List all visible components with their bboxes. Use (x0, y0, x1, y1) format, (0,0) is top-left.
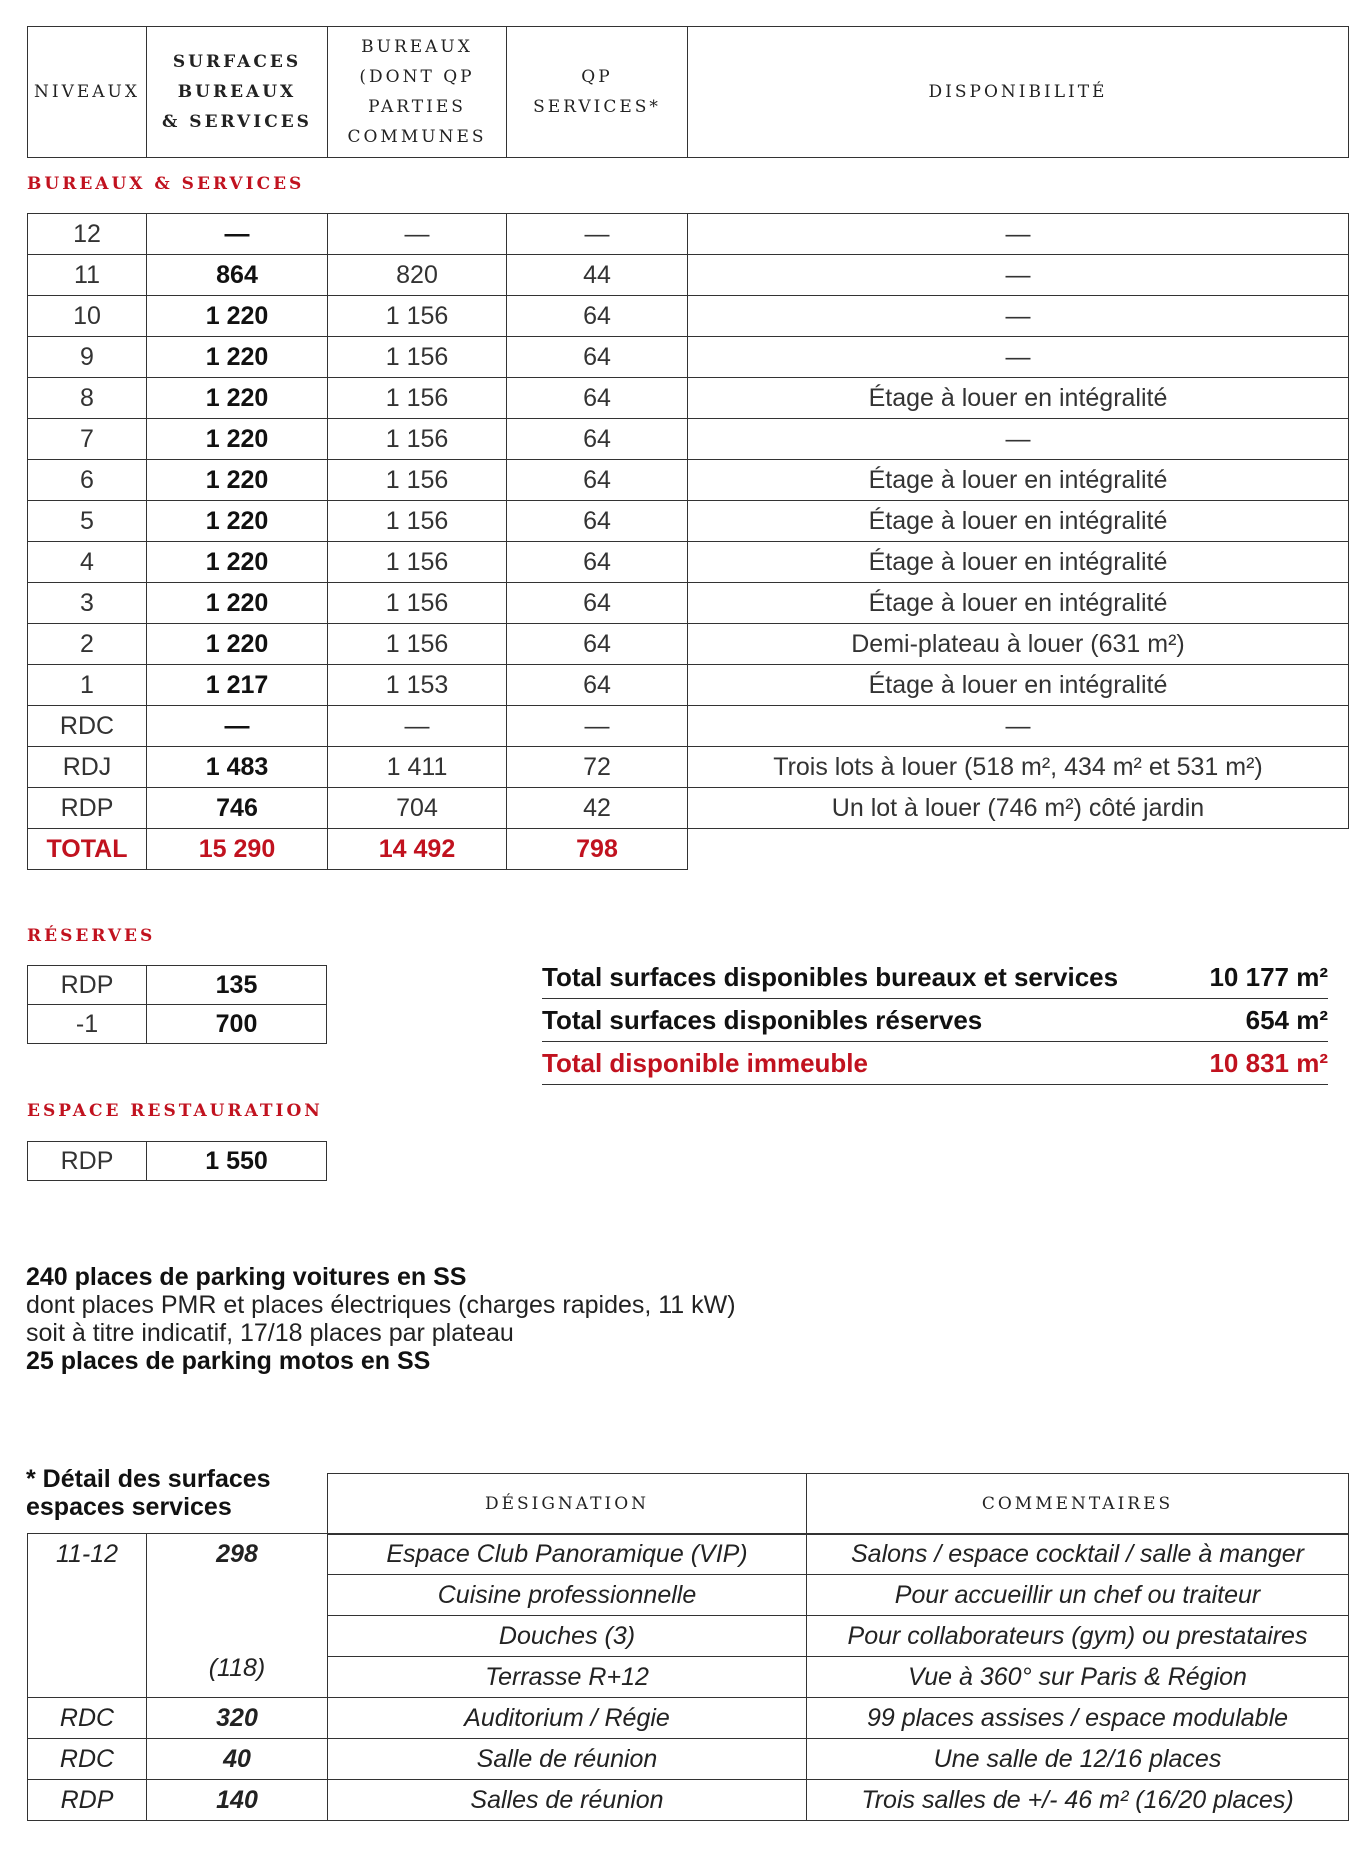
cell-surface: 1 220 (147, 296, 328, 337)
cell-qp: 64 (507, 583, 688, 624)
cell-qp: 64 (507, 501, 688, 542)
cell-qp: 72 (507, 747, 688, 788)
cell-surface: 746 (147, 788, 328, 829)
summary-row (542, 1042, 1328, 1085)
total-qp: 798 (507, 829, 688, 870)
cell-bureaux: 1 156 (328, 542, 507, 583)
cell-niveau: RDP (28, 788, 147, 829)
table-row (28, 419, 1349, 460)
summary-row (542, 956, 1328, 999)
cell-surface: 1 217 (147, 665, 328, 706)
cell-surface: 1 220 (147, 501, 328, 542)
table-row (28, 1698, 1349, 1739)
table-row (28, 1142, 327, 1181)
cell-qp: 64 (507, 542, 688, 583)
cell-disponibilite: — (688, 214, 1349, 255)
summary-value: 654 m² (1245, 1004, 1328, 1035)
total-label: TOTAL (28, 829, 147, 870)
detail-value-group1 (147, 1534, 328, 1698)
cell-qp: — (507, 706, 688, 747)
cell-bureaux: 704 (328, 788, 507, 829)
cell-niveau: 4 (28, 542, 147, 583)
cell-disponibilite: Un lot à louer (746 m²) côté jardin (688, 788, 1349, 829)
detail-commentaire: Salons / espace cocktail / salle à manger (807, 1534, 1349, 1575)
detail-col-designation: DÉSIGNATION (328, 1474, 807, 1535)
header-surfaces-l3: & SERVICES (162, 112, 312, 132)
table-row (28, 337, 1349, 378)
restauration-table (27, 1141, 327, 1181)
cell-qp: 64 (507, 419, 688, 460)
cell-niveau: 10 (28, 296, 147, 337)
detail-table (27, 1533, 1349, 1821)
cell-surface: 1 220 (147, 624, 328, 665)
reserves-table (27, 965, 327, 1044)
cell-qp: 64 (507, 460, 688, 501)
detail-title-l1: * Détail des surfaces (26, 1465, 271, 1493)
cell-qp: 64 (507, 665, 688, 706)
summary-value: 10 177 m² (1209, 961, 1328, 992)
cell-bureaux: 1 156 (328, 419, 507, 460)
detail-value: 320 (147, 1698, 328, 1739)
header-niveaux: NIVEAUX (28, 27, 147, 158)
table-row (28, 214, 1349, 255)
cell-niveau: 9 (28, 337, 147, 378)
cell-disponibilite: Étage à louer en intégralité (688, 665, 1349, 706)
cell-bureaux: 1 153 (328, 665, 507, 706)
table-row (28, 747, 1349, 788)
cell-disponibilite: — (688, 337, 1349, 378)
table-row (28, 542, 1349, 583)
cell-qp: — (507, 214, 688, 255)
detail-commentaire: Trois salles de +/- 46 m² (16/20 places) (807, 1780, 1349, 1821)
cell-niveau: RDP (28, 966, 147, 1005)
header-surfaces (147, 27, 328, 158)
cell-disponibilite: — (688, 706, 1349, 747)
header-qp-l1: QP (581, 67, 613, 87)
summary-block (542, 956, 1328, 1085)
cell-bureaux: 1 156 (328, 378, 507, 419)
detail-designation: Salle de réunion (328, 1739, 807, 1780)
cell-niveau: 11 (28, 255, 147, 296)
table-row (28, 1005, 327, 1044)
detail-commentaire: 99 places assises / espace modulable (807, 1698, 1349, 1739)
table-row (28, 583, 1349, 624)
cell-value: 1 550 (147, 1142, 327, 1181)
cell-disponibilite: Étage à louer en intégralité (688, 542, 1349, 583)
detail-designation: Auditorium / Régie (328, 1698, 807, 1739)
cell-niveau: 5 (28, 501, 147, 542)
cell-value: 700 (147, 1005, 327, 1044)
cell-surface: 1 220 (147, 378, 328, 419)
parking-line-2: dont places PMR et places électriques (charges rapides, 11 kW) (26, 1291, 736, 1319)
cell-surface: 1 483 (147, 747, 328, 788)
table-row (28, 501, 1349, 542)
cell-niveau: 8 (28, 378, 147, 419)
cell-qp: 64 (507, 296, 688, 337)
cell-surface: — (147, 706, 328, 747)
parking-line-1: 240 places de parking voitures en SS (26, 1263, 467, 1291)
summary-label: Total surfaces disponibles bureaux et services (542, 961, 1119, 992)
total-bureaux: 14 492 (328, 829, 507, 870)
section-title-reserves: RÉSERVES (27, 926, 156, 946)
detail-designation: Espace Club Panoramique (VIP) (328, 1534, 807, 1575)
header-bureaux-l3: PARTIES (368, 97, 466, 117)
cell-bureaux: 1 156 (328, 460, 507, 501)
cell-niveau: 1 (28, 665, 147, 706)
summary-row (542, 999, 1328, 1042)
cell-qp: 44 (507, 255, 688, 296)
detail-designation: Terrasse R+12 (328, 1657, 807, 1698)
detail-commentaire: Pour collaborateurs (gym) ou prestataires (807, 1616, 1349, 1657)
cell-bureaux: — (328, 214, 507, 255)
header-bureaux-l4: COMMUNES (347, 127, 487, 147)
summary-label: Total disponible immeuble (542, 1047, 868, 1078)
cell-niveau: 7 (28, 419, 147, 460)
cell-surface: 1 220 (147, 542, 328, 583)
cell-bureaux: 1 156 (328, 624, 507, 665)
header-bureaux-l2: (DONT QP (359, 67, 475, 87)
section-title-restauration: ESPACE RESTAURATION (27, 1101, 323, 1121)
detail-header-table (327, 1473, 1349, 1535)
detail-title (26, 1465, 271, 1521)
header-table (27, 26, 1349, 158)
cell-niveau: RDP (28, 1142, 147, 1181)
detail-col-commentaires: COMMENTAIRES (807, 1474, 1349, 1535)
cell-bureaux: — (328, 706, 507, 747)
cell-disponibilite: Trois lots à louer (518 m², 434 m² et 531 m²) (688, 747, 1349, 788)
header-qp (507, 27, 688, 158)
cell-disponibilite: — (688, 419, 1349, 460)
cell-niveau: RDC (28, 706, 147, 747)
detail-designation: Salles de réunion (328, 1780, 807, 1821)
table-row (28, 966, 327, 1005)
cell-niveau: -1 (28, 1005, 147, 1044)
cell-disponibilite: — (688, 296, 1349, 337)
cell-bureaux: 1 411 (328, 747, 507, 788)
cell-bureaux: 1 156 (328, 337, 507, 378)
section-title-bureaux: BUREAUX & SERVICES (27, 174, 305, 194)
detail-value: 140 (147, 1780, 328, 1821)
table-row (28, 706, 1349, 747)
header-disponibilite: DISPONIBILITÉ (688, 27, 1349, 158)
cell-qp: 64 (507, 378, 688, 419)
detail-niveau: RDC (28, 1698, 147, 1739)
detail-niveau: RDP (28, 1780, 147, 1821)
detail-value-298: 298 (216, 1540, 258, 1568)
header-surfaces-l2: BUREAUX (177, 82, 297, 102)
cell-disponibilite: Étage à louer en intégralité (688, 501, 1349, 542)
bureaux-table (27, 213, 1349, 870)
cell-bureaux: 1 156 (328, 296, 507, 337)
cell-qp: 42 (507, 788, 688, 829)
cell-bureaux: 820 (328, 255, 507, 296)
cell-disponibilite: Étage à louer en intégralité (688, 378, 1349, 419)
cell-niveau: 12 (28, 214, 147, 255)
cell-disponibilite: Étage à louer en intégralité (688, 583, 1349, 624)
header-qp-l2: SERVICES* (533, 97, 661, 117)
detail-designation: Cuisine professionnelle (328, 1575, 807, 1616)
cell-qp: 64 (507, 624, 688, 665)
parking-info (26, 1263, 736, 1375)
summary-label: Total surfaces disponibles réserves (542, 1004, 983, 1035)
cell-surface: 864 (147, 255, 328, 296)
table-row (28, 255, 1349, 296)
cell-value: 135 (147, 966, 327, 1005)
header-surfaces-l1: SURFACES (172, 52, 302, 72)
cell-niveau: 3 (28, 583, 147, 624)
cell-qp: 64 (507, 337, 688, 378)
table-row (28, 460, 1349, 501)
header-bureaux (328, 27, 507, 158)
cell-surface: — (147, 214, 328, 255)
detail-commentaire: Pour accueillir un chef ou traiteur (807, 1575, 1349, 1616)
cell-surface: 1 220 (147, 337, 328, 378)
cell-disponibilite: Demi-plateau à louer (631 m²) (688, 624, 1349, 665)
table-row (28, 378, 1349, 419)
detail-niveau: RDC (28, 1739, 147, 1780)
cell-disponibilite: Étage à louer en intégralité (688, 460, 1349, 501)
parking-line-3: soit à titre indicatif, 17/18 places par plateau (26, 1319, 514, 1347)
cell-disponibilite: — (688, 255, 1349, 296)
detail-title-l2: espaces services (26, 1493, 232, 1521)
total-empty (688, 829, 1349, 870)
cell-surface: 1 220 (147, 419, 328, 460)
detail-niveau-11-12: 11-12 (28, 1534, 147, 1698)
summary-value: 10 831 m² (1209, 1047, 1328, 1078)
table-row (28, 788, 1349, 829)
cell-niveau: 6 (28, 460, 147, 501)
detail-value-118: (118) (208, 1654, 266, 1682)
detail-commentaire: Une salle de 12/16 places (807, 1739, 1349, 1780)
table-row (28, 1780, 1349, 1821)
total-surface: 15 290 (147, 829, 328, 870)
cell-surface: 1 220 (147, 460, 328, 501)
detail-designation: Douches (3) (328, 1616, 807, 1657)
table-row (28, 1739, 1349, 1780)
table-row (28, 665, 1349, 706)
header-bureaux-l1: BUREAUX (361, 37, 473, 57)
detail-value: 40 (147, 1739, 328, 1780)
detail-commentaire: Vue à 360° sur Paris & Région (807, 1657, 1349, 1698)
total-row (28, 829, 1349, 870)
parking-line-4: 25 places de parking motos en SS (26, 1347, 431, 1375)
cell-surface: 1 220 (147, 583, 328, 624)
cell-niveau: 2 (28, 624, 147, 665)
table-row (28, 296, 1349, 337)
cell-niveau: RDJ (28, 747, 147, 788)
table-row (28, 624, 1349, 665)
cell-bureaux: 1 156 (328, 583, 507, 624)
cell-bureaux: 1 156 (328, 501, 507, 542)
